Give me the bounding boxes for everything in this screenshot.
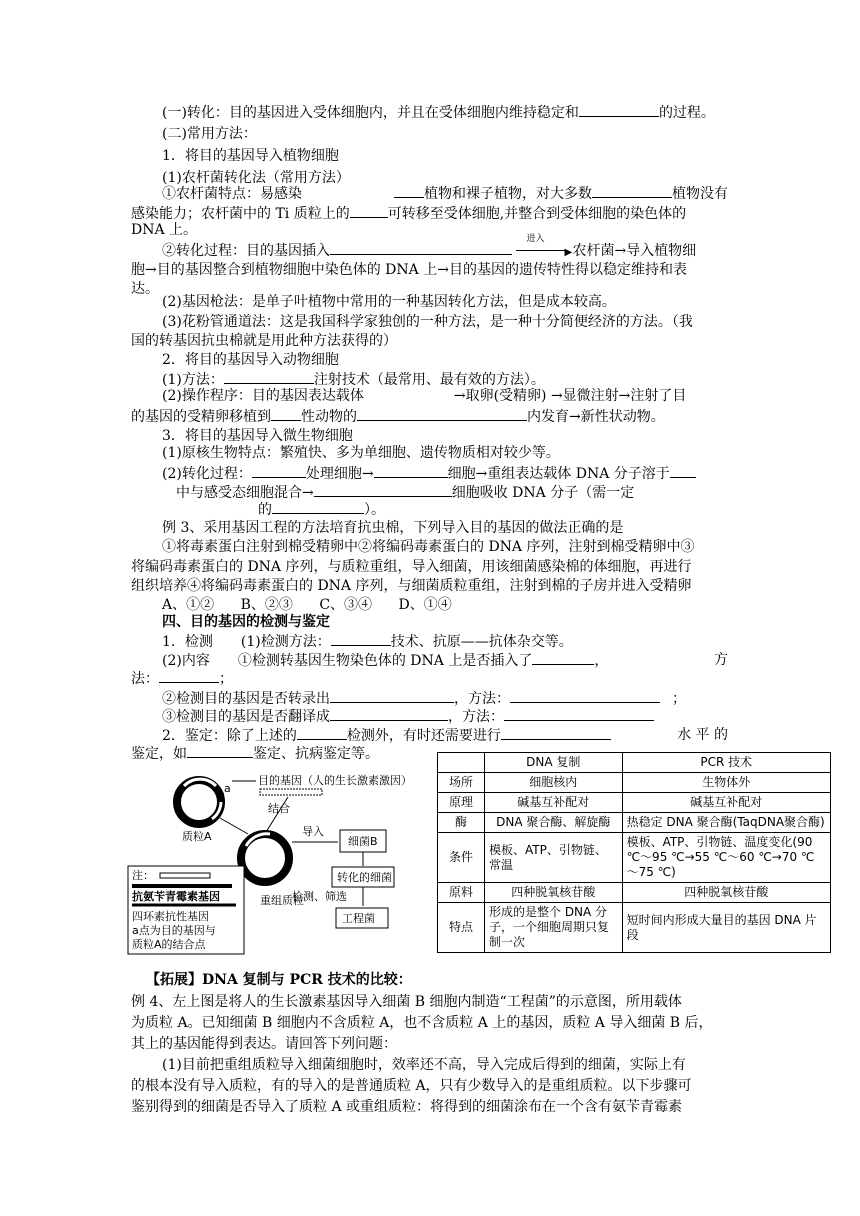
line-p3: 1．将目的基因导入植物细胞 — [162, 148, 339, 164]
blank[interactable] — [187, 743, 253, 758]
text: 中与感受态细胞混合→ — [176, 485, 314, 501]
table-row — [438, 793, 831, 813]
combine-arrow — [220, 818, 248, 834]
line-p14: 2．将目的基因导入动物细胞 — [162, 352, 339, 368]
row-label: 特点 — [438, 903, 485, 953]
text: (2)操作程序：目的基因表达载体 — [162, 388, 364, 404]
line-p10: 达。 — [131, 281, 159, 297]
ex4-line1: 例 4、左上图是将人的生长激素基因导入细菌 B 细胞内制造“工程菌”的示意图，所用载体 — [131, 994, 682, 1010]
text: ③检测目的基因是否翻译成 — [162, 709, 330, 725]
text: 2．鉴定：除了上述的 — [162, 728, 297, 744]
row-label: 条件 — [438, 833, 485, 883]
table-row — [438, 883, 831, 903]
table-cell: 四种脱氧核苷酸 — [485, 883, 623, 903]
blank[interactable] — [670, 463, 696, 478]
header-cell: PCR 技术 — [622, 753, 830, 773]
row-label: 酶 — [438, 813, 485, 833]
text: 方 — [714, 652, 728, 668]
blank[interactable] — [159, 668, 219, 683]
legend-amp-swatch — [132, 884, 232, 888]
ex4-line5: 的根本没有导入质粒，有的导入的是普通质粒 A，只有少数导入的是重组质粒。以下步骤可 — [131, 1078, 692, 1094]
s4-line1 — [162, 631, 860, 652]
line-p11: (2)基因枪法：是单子叶植物中常用的一种基因转化方法，但是成本较高。 — [162, 294, 616, 310]
text: 处理细胞→ — [305, 466, 374, 482]
text: 感染能力；农杆菌中的 Ti 质粒上的 — [131, 206, 350, 222]
blank[interactable] — [532, 650, 594, 665]
header-cell — [438, 753, 485, 773]
line-p2: (二)常用方法： — [162, 126, 257, 142]
text: ②检测目的基因是否转录出 — [162, 691, 330, 707]
text: ，方法： — [454, 691, 510, 707]
text: ，方法： — [448, 709, 504, 725]
blank[interactable] — [501, 725, 611, 740]
blank[interactable] — [224, 369, 314, 384]
blank[interactable] — [330, 688, 454, 703]
ex4-line2: 为质粒 A。已知细菌 B 细胞内不含质粒 A，也不含质粒 A 上的基因，质粒 A 导入细菌 B 后， — [131, 1015, 713, 1031]
text: 可转移至受体细胞,并整合到受体细胞的染色体的 — [387, 206, 687, 222]
line-p17 — [131, 406, 860, 427]
blank[interactable] — [394, 183, 424, 198]
text: (1)方法： — [162, 372, 224, 388]
text: 检测外，有时还需要进行 — [346, 728, 501, 744]
blank[interactable] — [364, 386, 454, 400]
table-cell: 热稳定 DNA 聚合酶(TaqDNA聚合酶) — [622, 813, 830, 833]
line-p4: (1)农杆菌转化法（常用方法） — [162, 170, 350, 186]
legend-note-label: 注： — [132, 869, 154, 882]
table-row — [438, 833, 831, 883]
table-row — [438, 813, 831, 833]
extension-heading — [146, 970, 860, 990]
row-label: 场所 — [438, 773, 485, 793]
text: 【拓展】 — [146, 972, 202, 988]
line-p5 — [162, 183, 860, 204]
blank[interactable] — [330, 706, 448, 721]
table-cell: 四种脱氧核苷酸 — [622, 883, 830, 903]
text: 植物和裸子植物，对大多数 — [424, 186, 592, 202]
blank[interactable] — [314, 482, 452, 497]
blank[interactable] — [374, 463, 448, 478]
blank[interactable] — [330, 240, 512, 255]
line-p19: (1)原核生物特点：繁殖快、多为单细胞、遗传物质相对较少等。 — [162, 445, 560, 461]
ex3-question: 例 3、采用基因工程的方法培育抗虫棉，下列导入目的基因的做法正确的是 — [162, 520, 624, 536]
line-p9: 胞→目的基因整合到植物细胞中染色体的 DNA 上→目的基因的遗传特性得以稳定维持和表 — [131, 262, 687, 278]
line-p20 — [162, 463, 860, 484]
ex3-line1: ①将毒素蛋白注射到棉受精卵中②将编码毒素蛋白的 DNA 序列，注射到棉受精卵中③ — [162, 539, 695, 555]
arrow-label: 进入 — [526, 234, 545, 244]
blank[interactable] — [252, 463, 306, 478]
table-cell: 短时间内形成大量目的基因 DNA 片段 — [622, 903, 830, 953]
text: (2)转化过程： — [162, 466, 252, 482]
ex3-line2: 将编码毒素蛋白的 DNA 序列，与质粒重组，导入细菌，用该细菌感染棉的体细胞，再进行 — [131, 559, 692, 575]
text: 植物没有 — [672, 186, 728, 202]
text: 的 — [258, 502, 272, 518]
ex3-line3: 组织培养④将编码毒素蛋白的 DNA 序列，与细菌质粒重组，注射到棉的子房并进入受精卵 — [131, 578, 692, 594]
text: 水 平 的 — [677, 727, 728, 743]
text: 注射技术（最常用、最有效的方法）。 — [313, 372, 545, 388]
table-cell: 模板、ATP、引物链、常温 — [485, 833, 623, 883]
text: 的基因的受精卵移植到 — [131, 409, 271, 425]
text: 细胞→重组表达载体 DNA 分子溶于 — [447, 466, 670, 482]
text: ）。 — [364, 502, 385, 518]
blank[interactable] — [271, 406, 301, 421]
text: 鉴定、抗病鉴定等。 — [253, 746, 379, 762]
engineered-bacteria-label: 工程菌 — [342, 912, 375, 925]
row-label: 原理 — [438, 793, 485, 813]
ex4-line4: (1)目前把重组质粒导入细菌细胞时，效率还不高，导入完成后得到的细菌，实际上有 — [162, 1057, 686, 1073]
text: 内发育→新性状动物。 — [527, 409, 665, 425]
section-4-title: 四、目的基因的检测与鉴定 — [162, 614, 330, 630]
table-cell: 模板、ATP、引物链、温度变化(90 ℃～95 ℃→55 ℃～60 ℃→70 ℃～75 ℃) — [622, 833, 830, 883]
text: 性动物的 — [301, 409, 357, 425]
legend-tet-label: 四环素抗性基因 — [132, 910, 209, 923]
bacteria-b-label: 细菌B — [348, 835, 378, 848]
text: 细胞吸收 DNA 分子（需一定 — [451, 485, 635, 501]
arrow-head-icon: ▶ — [564, 247, 573, 258]
table-cell: 细胞核内 — [485, 773, 623, 793]
blank[interactable] — [302, 184, 394, 198]
blank[interactable] — [579, 102, 659, 117]
combine-label: 结合 — [268, 802, 290, 815]
blank[interactable] — [331, 631, 391, 646]
table-row — [438, 773, 831, 793]
option-a[interactable]: A、①② — [162, 597, 215, 613]
legend-a-label-1: a点为目的基因与 — [132, 924, 216, 937]
text: ②转化过程：目的基因插入 — [162, 243, 330, 259]
blank[interactable] — [272, 499, 364, 514]
legend-amp-label: 抗氨苄青霉素基因 — [132, 890, 220, 903]
ex4-line6: 鉴别得到的细菌是否导入了质粒 A 或重组质粒：将得到的细菌涂布在一个含有氨苄青霉素 — [131, 1099, 683, 1115]
target-gene-fragment — [260, 789, 322, 795]
line-p13: 国的转基因抗虫棉就是用此种方法获得的） — [131, 333, 397, 349]
line-p12: (3)花粉管通道法：这是我国科学家独创的一种方法，是一种十分简便经济的方法。（我 — [162, 314, 693, 330]
target-gene-label: 目的基因（人的生长激素激因） — [258, 774, 412, 787]
text: (2)内容 ①检测转基因生物染色体的 DNA 上是否插入了 — [162, 653, 533, 669]
option-d[interactable]: D、①④ — [398, 597, 452, 613]
text: ； — [672, 691, 686, 707]
transformed-bacteria-label: 转化的细菌 — [337, 871, 392, 884]
engineering-bacteria-diagram — [120, 772, 420, 956]
text: ①农杆菌特点：易感染 — [162, 186, 302, 202]
arrow-enter — [516, 234, 573, 258]
line-p7: DNA 上。 — [131, 222, 198, 238]
table-header-row — [438, 753, 831, 773]
text: ； — [219, 671, 233, 687]
table-cell: 碱基互补配对 — [485, 793, 623, 813]
text: 农杆菌→导入植物细 — [572, 243, 697, 259]
text: ， — [594, 653, 609, 669]
text: 法： — [131, 671, 159, 687]
legend-a-label-2: 质粒A的结合点 — [132, 938, 206, 951]
line-p1 — [162, 102, 860, 123]
option-c[interactable]: C、③④ — [319, 597, 373, 613]
plasmid-a-label: 质粒A — [182, 830, 212, 843]
text: →取卵(受精卵) →显微注射→注射了目 — [453, 388, 687, 404]
blank[interactable] — [504, 706, 654, 721]
blank[interactable] — [510, 688, 660, 703]
blank[interactable] — [357, 406, 527, 421]
blank[interactable] — [592, 183, 672, 198]
blank[interactable] — [350, 203, 388, 218]
text: 1．检测 (1)检测方法： — [162, 634, 331, 650]
dna-replication-pcr-table — [437, 752, 831, 953]
option-b[interactable]: B、②③ — [240, 597, 293, 613]
text: 技术、抗原——抗体杂交等。 — [390, 634, 573, 650]
text: 的过程。 — [658, 105, 715, 121]
line-p8 — [162, 234, 860, 261]
line-p22 — [258, 499, 860, 520]
row-label: 原料 — [438, 883, 485, 903]
table-cell: 生物体外 — [622, 773, 830, 793]
line-p16 — [162, 386, 860, 406]
text: (一)转化：目的基因进入受体细胞内，并且在受体细胞内维持稳定和 — [162, 105, 579, 121]
ex4-line3: 其上的基因能得到表达。请回答下列问题： — [131, 1036, 397, 1052]
table-row — [438, 903, 831, 953]
table-cell: 碱基互补配对 — [622, 793, 830, 813]
table-cell: DNA 聚合酶、解旋酶 — [485, 813, 623, 833]
recombinant-plasmid-label: 重组质粒 — [260, 894, 304, 907]
s4-line3 — [131, 668, 860, 689]
text: DNA 复制与 PCR 技术的比较： — [202, 972, 412, 988]
point-a-label: a — [224, 782, 231, 795]
import-label: 导入 — [302, 825, 324, 838]
table-cell: 形成的是整个 DNA 分子，一个细胞周期只复制一次 — [485, 903, 623, 953]
line-p18: 3．将目的基因导入微生物细胞 — [162, 428, 353, 444]
screen-label: 检测、筛选 — [292, 890, 347, 903]
text: 鉴定，如 — [131, 746, 187, 762]
s4-line5 — [162, 706, 860, 727]
arrow-line — [516, 250, 566, 251]
header-cell: DNA 复制 — [485, 753, 623, 773]
blank[interactable] — [297, 725, 347, 740]
